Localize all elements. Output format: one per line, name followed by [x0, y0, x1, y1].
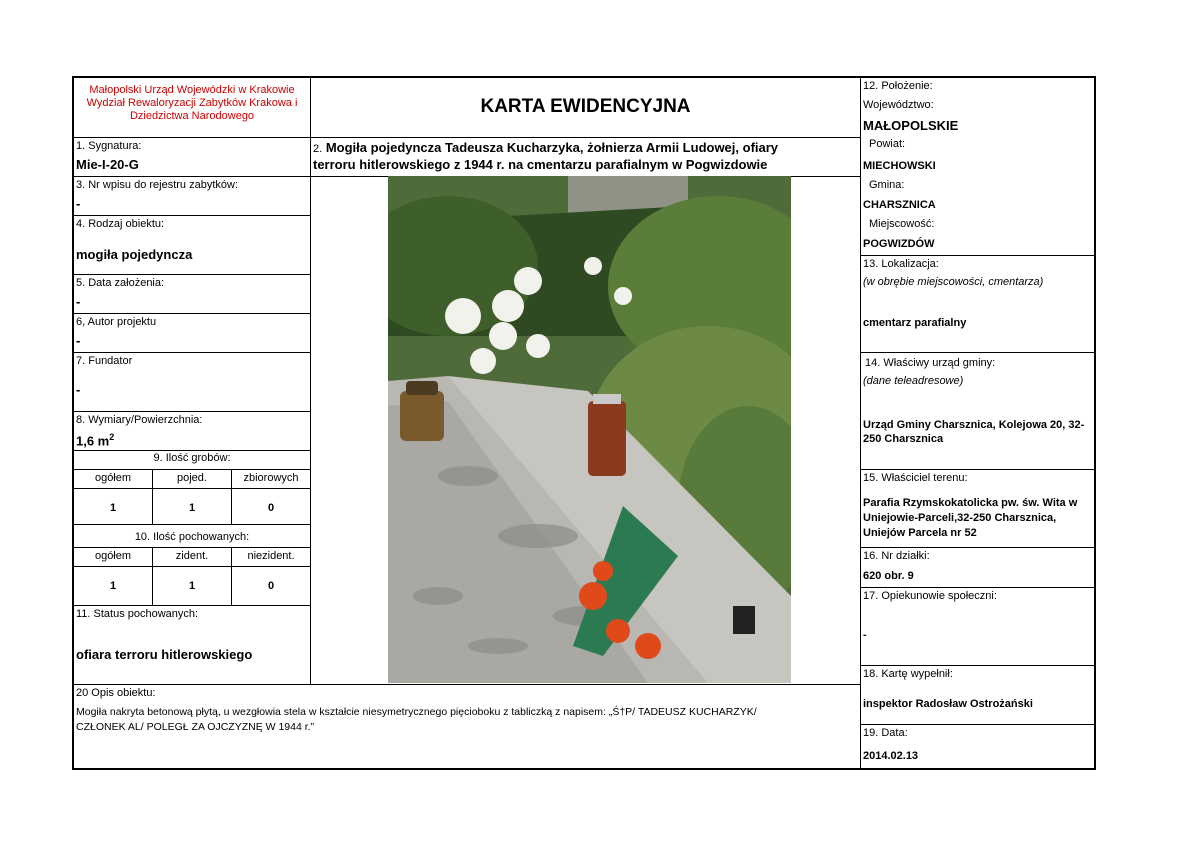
table-header: zbiorowych [243, 472, 299, 484]
field-municipal-office [861, 353, 1096, 469]
field-value: 2014.02.13 [863, 750, 919, 762]
field-label: Miejscowość: [869, 218, 935, 230]
table-cell: 1 [188, 502, 196, 514]
field-value: - [863, 629, 867, 641]
table-cell: 1 [109, 502, 117, 514]
field-locality [861, 256, 1096, 352]
divider [74, 469, 310, 470]
field-plot-number [861, 548, 1096, 587]
field-burial-status [74, 606, 310, 684]
field-hint: (w obrębie miejscowości, cmentarza) [863, 276, 1044, 288]
field-value: Urząd Gminy Charsznica, Kolejowa 20, 32- [863, 419, 1085, 431]
field-location [861, 78, 1096, 255]
field-value: ofiara terroru hitlerowskiego [76, 647, 253, 662]
divider [74, 488, 310, 489]
field-value: POGWIZDÓW [863, 238, 935, 250]
field-label: 11. Status pochowanych: [76, 608, 199, 620]
field-filled-by [861, 666, 1096, 724]
table-header: pojed. [177, 472, 207, 484]
field-label: 8. Wymiary/Powierzchnia: [76, 414, 203, 426]
field-founder [74, 353, 310, 411]
field-value: - [76, 294, 81, 309]
divider [152, 547, 153, 605]
field-label: 14. Właściwy urząd gminy: [865, 357, 996, 369]
divider [74, 524, 310, 525]
field-value [76, 431, 114, 447]
field-label: 1. Sygnatura: [76, 140, 142, 152]
field-label: 19. Data: [863, 727, 908, 739]
record-card [72, 76, 1096, 770]
object-name-line: Mogiła pojedyncza Tadeusza Kucharzyka, żołnierza Armii Ludowej, ofiary [325, 140, 779, 155]
dimension-unit-exponent: 2 [109, 432, 115, 442]
field-value: MAŁOPOLSKIE [863, 118, 959, 133]
field-label: Powiat: [869, 138, 906, 150]
field-label: Gmina: [869, 179, 905, 191]
table-header: zident. [175, 550, 209, 562]
office-line: Wydział Rewaloryzacji Zabytków Krakowa i [86, 97, 298, 109]
field-label: 12. Położenie: [863, 80, 933, 92]
field-value: Uniejowie-Parceli,32-250 Charsznica, [863, 512, 1057, 524]
field-label: 4. Rodzaj obiektu: [76, 218, 165, 230]
field-hint: (dane teleadresowe) [863, 375, 964, 387]
field-label: 18. Kartę wypełnił: [863, 668, 953, 680]
object-name-line: terroru hitlerowskiego z 1944 r. na cmentarzu parafialnym w Pogwizdowie [313, 157, 768, 172]
field-land-owner [861, 470, 1096, 547]
divider [74, 566, 310, 567]
graves-count-label: 9. Ilość grobów: [153, 452, 231, 464]
table-cell: 0 [267, 580, 275, 592]
table-cell: 0 [267, 502, 275, 514]
field-label: 15. Właściciel terenu: [863, 472, 968, 484]
field-object-type [74, 216, 310, 274]
field-number: 2. [313, 143, 323, 155]
field-label: 7. Fundator [76, 355, 133, 367]
divider [152, 469, 153, 524]
divider [231, 469, 232, 524]
table-header: niezident. [247, 550, 295, 562]
field-value: MIECHOWSKI [863, 160, 936, 172]
field-label: 16. Nr działki: [863, 550, 930, 562]
description-line: CZŁONEK AL/ POLEGŁ ZA OJCZYZNĘ W 1944 r.” [76, 721, 315, 733]
divider [74, 450, 310, 451]
field-author [74, 314, 310, 352]
field-label: 13. Lokalizacja: [863, 258, 939, 270]
field-value: Uniejów Parcela nr 52 [863, 527, 977, 539]
field-value: - [76, 196, 81, 211]
field-value: inspektor Radosław Ostrożański [863, 698, 1033, 710]
card-title: KARTA EWIDENCYJNA [480, 96, 691, 117]
divider [231, 547, 232, 605]
office-line: Dziedzictwa Narodowego [129, 110, 255, 122]
grave-photo [388, 176, 791, 683]
object-name [313, 140, 858, 173]
table-cell: 1 [188, 580, 196, 592]
buried-count-label: 10. Ilość pochowanych: [134, 531, 250, 543]
field-value: - [76, 382, 81, 397]
table-cell: 1 [109, 580, 117, 592]
field-label: 17. Opiekunowie społeczni: [863, 590, 997, 602]
field-value: Parafia Rzymskokatolicka pw. św. Wita w [863, 497, 1078, 509]
field-date [861, 725, 1096, 770]
divider [74, 547, 310, 548]
description-line: Mogiła nakryta betonową płytą, u wezgłowia stela w kształcie niesymetrycznego pięcioboku z tabliczką z napisem: „Ś†P/ TADEUSZ KUCHARZYK/ [76, 706, 757, 718]
field-label: Województwo: [863, 99, 934, 111]
field-caretakers [861, 588, 1096, 665]
field-register [74, 177, 310, 215]
field-value: 250 Charsznica [863, 433, 944, 445]
office-name [74, 84, 310, 123]
field-label: 20 Opis obiektu: [76, 687, 156, 699]
field-label: 3. Nr wpisu do rejestru zabytków: [76, 179, 239, 191]
table-header: ogółem [94, 472, 132, 484]
office-line: Małopolski Urząd Wojewódzki w Krakowie [89, 84, 295, 96]
field-value: CHARSZNICA [863, 199, 936, 211]
divider [310, 78, 311, 685]
field-founding-date [74, 275, 310, 313]
field-dimensions [74, 412, 310, 450]
field-value: 620 obr. 9 [863, 570, 914, 582]
field-value: mogiła pojedyncza [76, 247, 193, 262]
field-signature [74, 138, 310, 176]
field-label: 6, Autor projektu [76, 316, 157, 328]
dimension-value: 1,6 m [76, 433, 110, 449]
field-value: cmentarz parafialny [863, 317, 967, 329]
field-description [74, 685, 860, 771]
table-header: ogółem [94, 550, 132, 562]
field-value: - [76, 333, 81, 348]
field-label: 5. Data założenia: [76, 277, 165, 289]
field-value: Mie-I-20-G [76, 157, 139, 172]
